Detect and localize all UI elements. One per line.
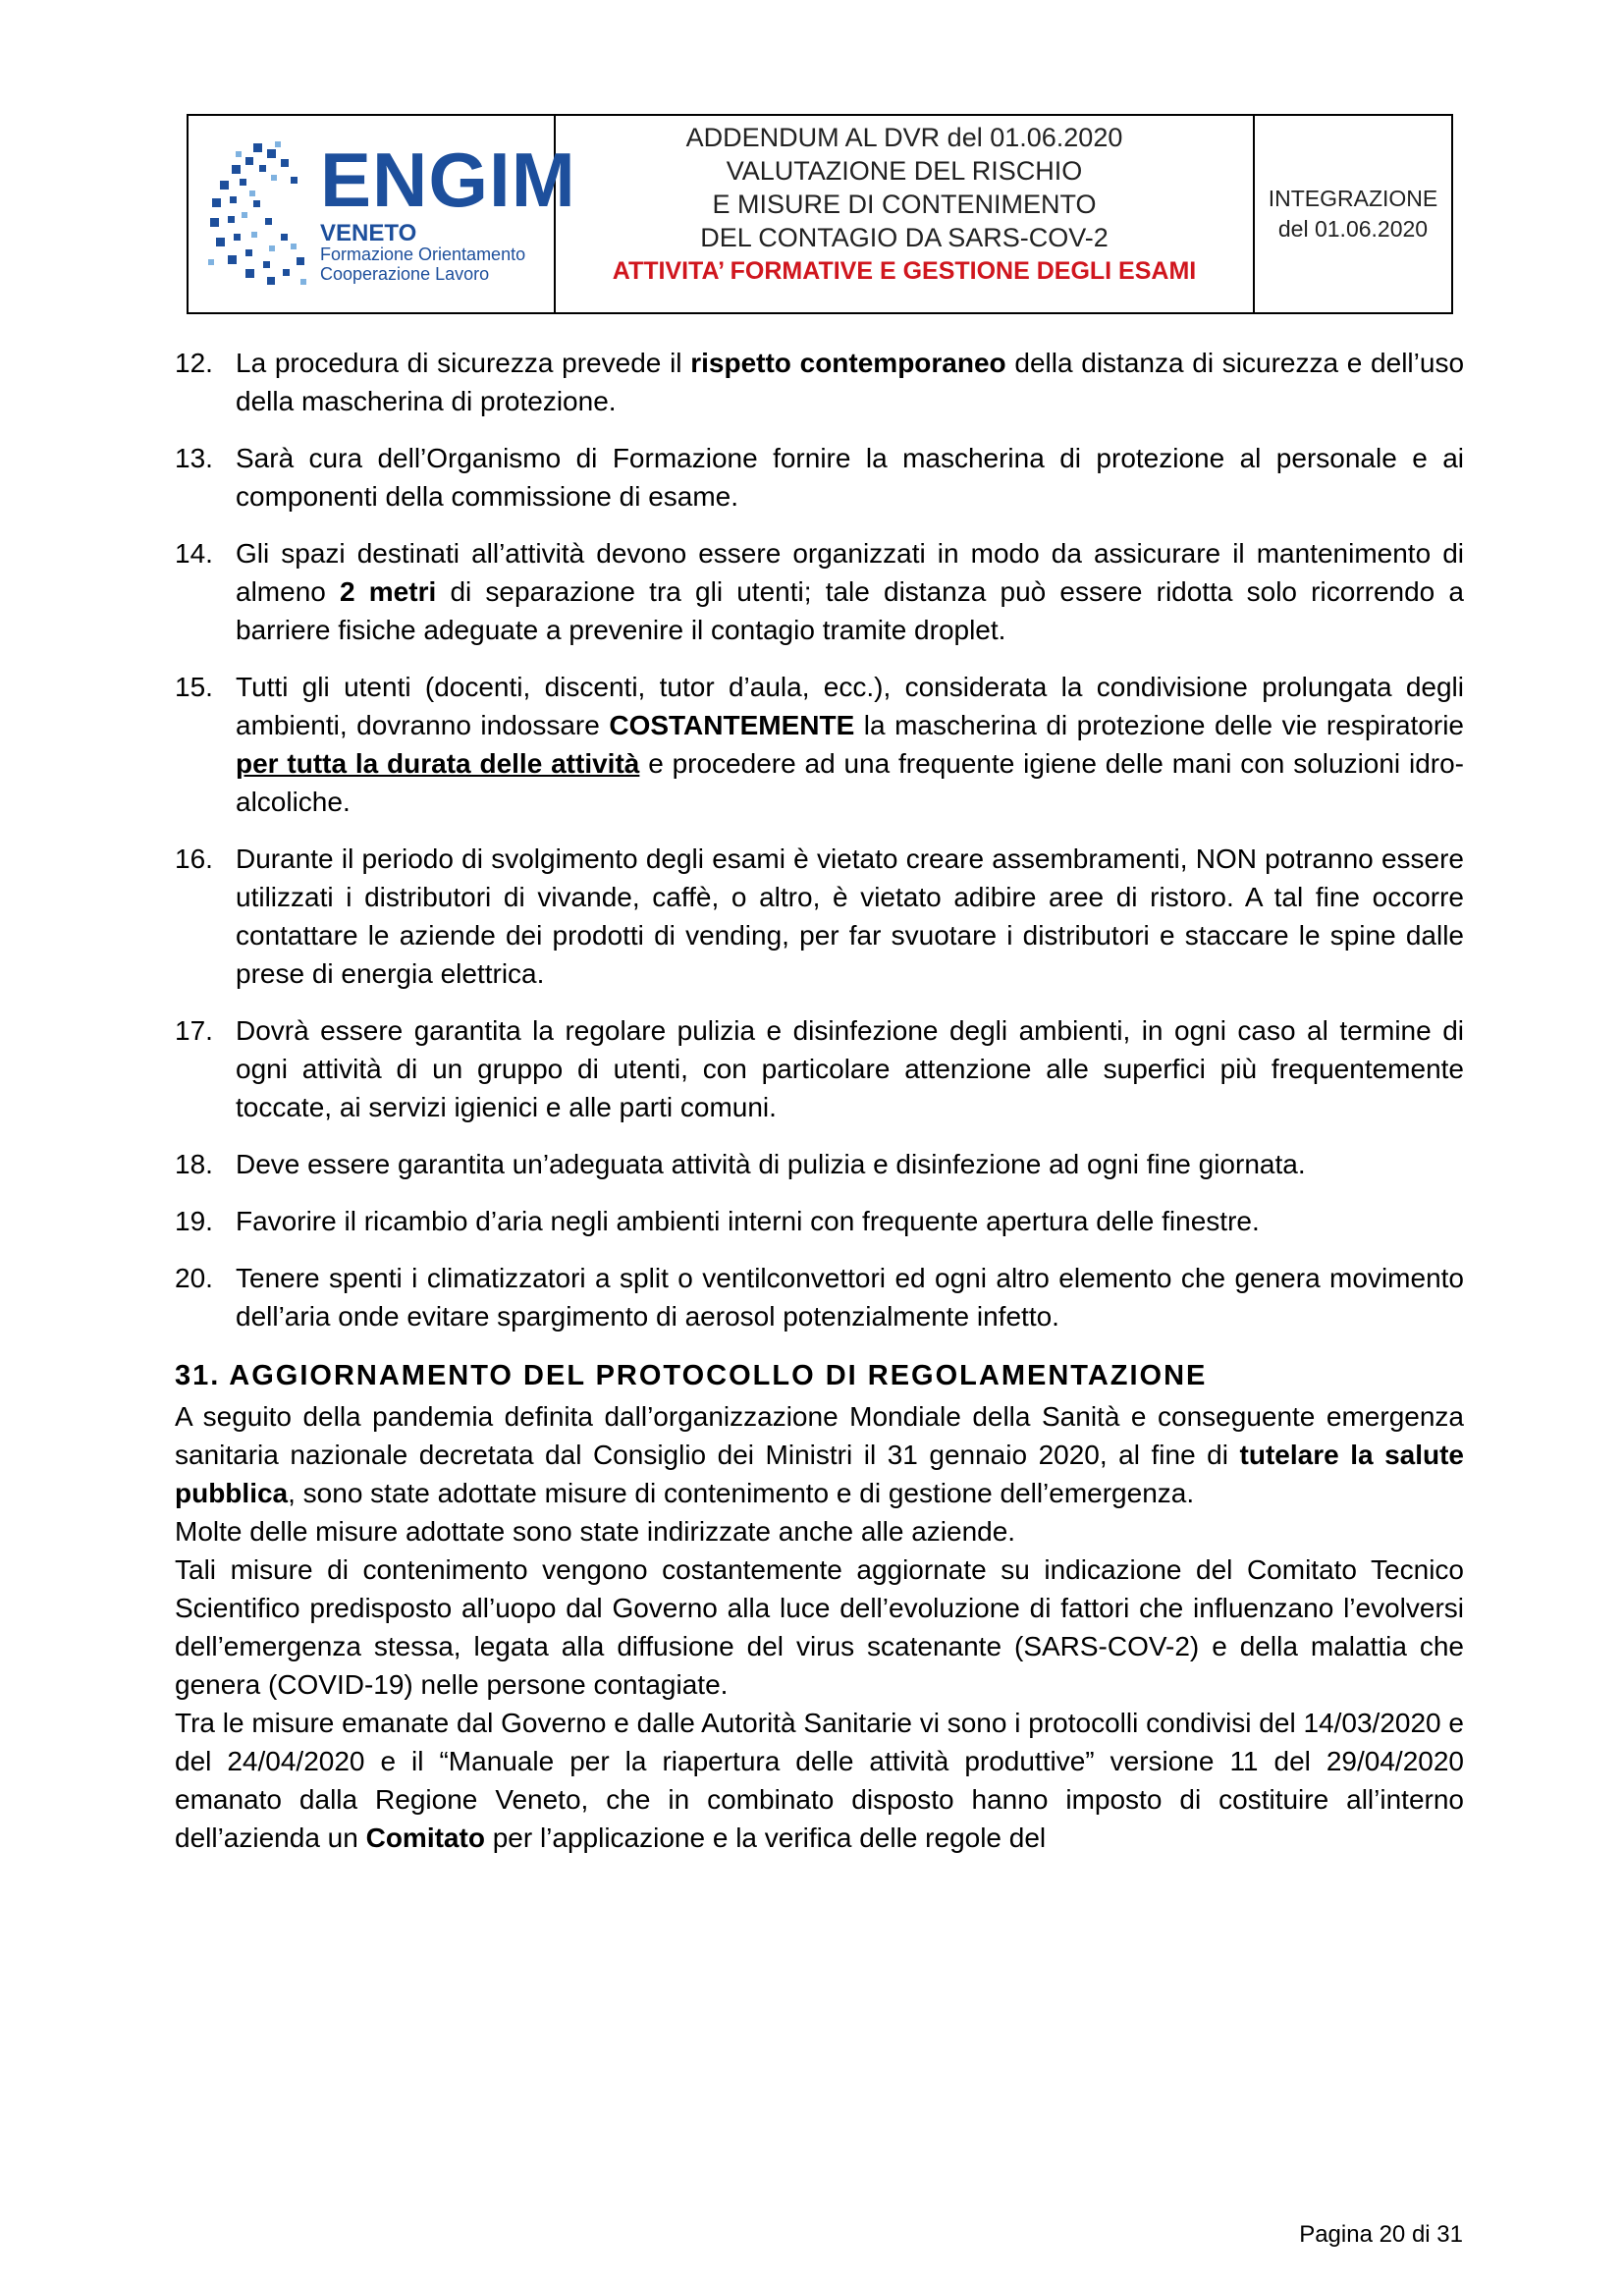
header-title-line: DEL CONTAGIO DA SARS-COV-2 xyxy=(700,223,1109,252)
logo-region: VENETO xyxy=(320,220,417,246)
list-item xyxy=(175,344,1464,420)
list-item xyxy=(175,1259,1464,1335)
list-number: 18. xyxy=(175,1149,213,1179)
list-number: 16. xyxy=(175,843,213,874)
paragraph: Tra le misure emanate dal Governo e dalle Autorità Sanitarie vi sono i protocolli condivisi del 14/03/2020 e del 24/04/2020 e il “Manuale per la riapertura delle attività produttive” versione 11 del 29/04/2020 emanato dalla Regione Veneto, che in combinato disposto hanno imposto di costituire all’interno dell’azienda un Comitato per l’applicazione e la verifica delle regole del xyxy=(175,1708,1464,1853)
document-body xyxy=(175,344,1464,1857)
list-number: 14. xyxy=(175,538,213,569)
list-number: 15. xyxy=(175,672,213,702)
list-number: 19. xyxy=(175,1206,213,1236)
list-item xyxy=(175,840,1464,993)
logo-wordmark: ENGIM xyxy=(320,136,576,223)
list-text: Tenere spenti i climatizzatori a split o ventilconvettori ed ogni altro elemento che genera movimento dell’aria onde evitare spargimento di aerosol potenzialmente infetto. xyxy=(236,1263,1464,1332)
header-title-line: E MISURE DI CONTENIMENTO xyxy=(712,190,1097,219)
list-item xyxy=(175,1011,1464,1126)
revision-label: INTEGRAZIONE xyxy=(1268,186,1438,211)
list-number: 17. xyxy=(175,1015,213,1046)
list-text: La procedura di sicurezza prevede il rispetto contemporaneo della distanza di sicurezza e dell’uso della mascherina di protezione. xyxy=(236,348,1465,416)
page-number: Pagina 20 di 31 xyxy=(1299,2221,1463,2248)
header-revision xyxy=(1255,116,1451,312)
list-item xyxy=(175,668,1464,821)
list-item xyxy=(175,439,1464,516)
logo-cell xyxy=(189,116,576,312)
list-number: 13. xyxy=(175,443,213,473)
list-text: Gli spazi destinati all’attività devono essere organizzati in modo da assicurare il mantenimento di almeno 2 metri di separazione tra gli utenti; tale distanza può essere ridotta solo ricorrendo a barriere fisiche adeguate a prevenire il contagio tramite droplet. xyxy=(236,538,1464,645)
list-item xyxy=(175,534,1464,649)
logo-tagline-1: Formazione Orientamento xyxy=(320,245,526,264)
list-text: Sarà cura dell’Organismo di Formazione fornire la mascherina di protezione al personale e ai componenti della commissione di esame. xyxy=(236,443,1464,512)
header-title-line: ADDENDUM AL DVR del 01.06.2020 xyxy=(685,123,1123,152)
paragraph: Molte delle misure adottate sono state indirizzate anche alle aziende. xyxy=(175,1516,1016,1547)
list-item xyxy=(175,1202,1464,1240)
list-number: 20. xyxy=(175,1263,213,1293)
list-text: Dovrà essere garantita la regolare pulizia e disinfezione degli ambienti, in ogni caso al termine di ogni attività di un gruppo di utenti, con particolare attenzione alle superfici più frequentemente toccate, ai servizi igienici e alle parti comuni. xyxy=(236,1015,1464,1122)
list-text: Tutti gli utenti (docenti, discenti, tutor d’aula, ecc.), considerata la condivisione prolungata degli ambienti, dovranno indossare COSTANTEMENTE la mascherina di protezione delle vie respiratorie per tutta la durata delle attività e procedere ad una frequente igiene delle mani con soluzioni idro-alcoliche. xyxy=(236,672,1464,817)
logo-dots-icon xyxy=(206,139,319,287)
logo-tagline-2: Cooperazione Lavoro xyxy=(320,264,490,284)
list-text: Durante il periodo di svolgimento degli esami è vietato creare assembramenti, NON potranno essere utilizzati i distributori di vivande, caffè, o altro, è vietato adibire aree di ristoro. A tal fine occorre contattare le aziende dei prodotti di vending, per far svuotare i distributori e staccare le spine dalle prese di energia elettrica. xyxy=(236,843,1464,989)
list-text: Favorire il ricambio d’aria negli ambienti interni con frequente apertura delle finestre. xyxy=(236,1206,1260,1236)
paragraph: A seguito della pandemia definita dall’organizzazione Mondiale della Sanità e conseguente emergenza sanitaria nazionale decretata dal Consiglio dei Ministri il 31 gennaio 2020, al fine di tutelare la salute pubblica, sono state adottate misure di contenimento e di gestione dell’emergenza. xyxy=(175,1401,1464,1508)
header-subtitle-red: ATTIVITA’ FORMATIVE E GESTIONE DEGLI ESAMI xyxy=(612,257,1197,285)
paragraph: Tali misure di contenimento vengono costantemente aggiornate su indicazione del Comitato Tecnico Scientifico predisposto all’uopo dal Governo alla luce dell’evoluzione di fattori che influenzano l’evolversi dell’emergenza stessa, legata alla diffusione del virus scatenante (SARS-COV-2) e della malattia che genera (COVID-19) nelle persone contagiate. xyxy=(175,1554,1464,1700)
header-title xyxy=(556,116,1255,312)
revision-date: del 01.06.2020 xyxy=(1277,216,1429,242)
list-item xyxy=(175,1145,1464,1183)
section-heading: 31. AGGIORNAMENTO DEL PROTOCOLLO DI REGOLAMENTAZIONE xyxy=(175,1360,1208,1391)
list-text: Deve essere garantita un’adeguata attività di pulizia e disinfezione ad ogni fine giornata. xyxy=(236,1149,1306,1179)
document-header xyxy=(187,114,1453,314)
list-number: 12. xyxy=(175,348,213,378)
header-title-line: VALUTAZIONE DEL RISCHIO xyxy=(726,156,1083,186)
